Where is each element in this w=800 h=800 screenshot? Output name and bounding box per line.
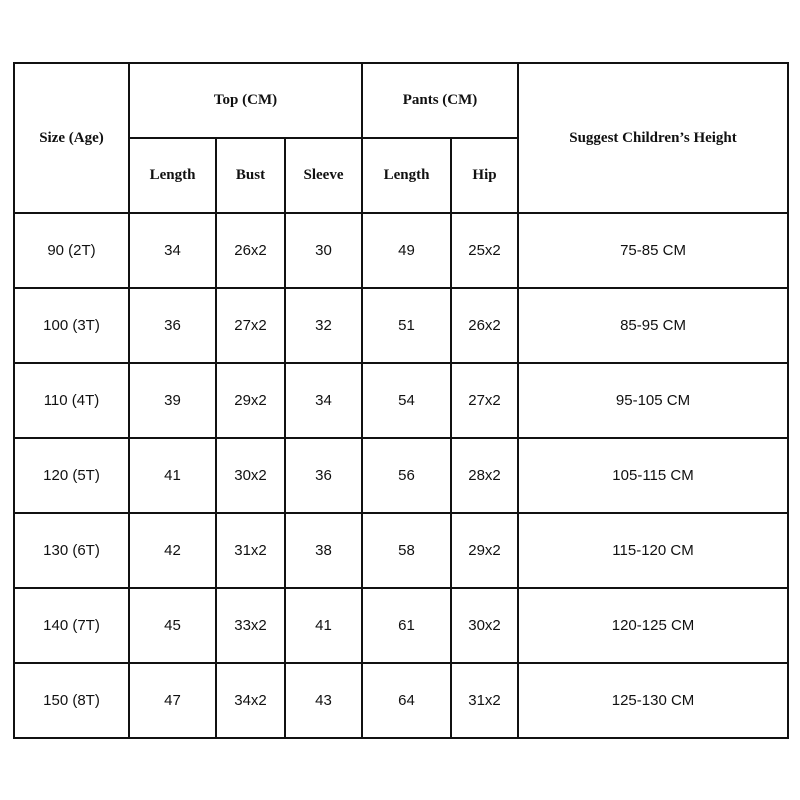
cell-top-length: 42 [129, 513, 216, 588]
header-suggested-height: Suggest Children’s Height [518, 63, 788, 213]
cell-top-bust: 27x2 [216, 288, 285, 363]
cell-top-bust: 31x2 [216, 513, 285, 588]
cell-top-length: 36 [129, 288, 216, 363]
header-size-age: Size (Age) [14, 63, 129, 213]
header-top-sleeve: Sleeve [285, 138, 362, 213]
cell-suggested-height: 105-115 CM [518, 438, 788, 513]
cell-size-age: 110 (4T) [14, 363, 129, 438]
cell-pants-hip: 28x2 [451, 438, 518, 513]
cell-top-sleeve: 32 [285, 288, 362, 363]
cell-pants-hip: 29x2 [451, 513, 518, 588]
cell-suggested-height: 85-95 CM [518, 288, 788, 363]
cell-top-bust: 34x2 [216, 663, 285, 738]
table-row [14, 288, 788, 363]
header-row-groups [14, 63, 788, 138]
cell-pants-length: 51 [362, 288, 451, 363]
cell-pants-hip: 31x2 [451, 663, 518, 738]
cell-size-age: 120 (5T) [14, 438, 129, 513]
cell-pants-hip: 26x2 [451, 288, 518, 363]
cell-top-sleeve: 36 [285, 438, 362, 513]
cell-top-length: 41 [129, 438, 216, 513]
table-row [14, 213, 788, 288]
header-pants-hip: Hip [451, 138, 518, 213]
cell-pants-hip: 25x2 [451, 213, 518, 288]
cell-pants-hip: 30x2 [451, 588, 518, 663]
header-top-bust: Bust [216, 138, 285, 213]
cell-suggested-height: 125-130 CM [518, 663, 788, 738]
cell-size-age: 100 (3T) [14, 288, 129, 363]
cell-pants-length: 64 [362, 663, 451, 738]
cell-top-sleeve: 30 [285, 213, 362, 288]
header-top-group: Top (CM) [129, 63, 362, 138]
table-row [14, 663, 788, 738]
cell-top-sleeve: 38 [285, 513, 362, 588]
cell-top-sleeve: 34 [285, 363, 362, 438]
cell-top-sleeve: 43 [285, 663, 362, 738]
cell-suggested-height: 115-120 CM [518, 513, 788, 588]
header-top-length: Length [129, 138, 216, 213]
size-chart-table [13, 62, 789, 739]
cell-size-age: 140 (7T) [14, 588, 129, 663]
cell-top-length: 47 [129, 663, 216, 738]
cell-pants-length: 61 [362, 588, 451, 663]
cell-pants-length: 54 [362, 363, 451, 438]
cell-top-bust: 30x2 [216, 438, 285, 513]
cell-size-age: 130 (6T) [14, 513, 129, 588]
cell-pants-hip: 27x2 [451, 363, 518, 438]
header-pants-length: Length [362, 138, 451, 213]
cell-suggested-height: 75-85 CM [518, 213, 788, 288]
header-pants-group: Pants (CM) [362, 63, 518, 138]
table-row [14, 513, 788, 588]
cell-suggested-height: 95-105 CM [518, 363, 788, 438]
cell-top-length: 39 [129, 363, 216, 438]
cell-top-length: 34 [129, 213, 216, 288]
cell-size-age: 150 (8T) [14, 663, 129, 738]
cell-suggested-height: 120-125 CM [518, 588, 788, 663]
cell-pants-length: 56 [362, 438, 451, 513]
cell-top-sleeve: 41 [285, 588, 362, 663]
cell-top-bust: 29x2 [216, 363, 285, 438]
table-row [14, 363, 788, 438]
cell-pants-length: 58 [362, 513, 451, 588]
cell-pants-length: 49 [362, 213, 451, 288]
table-row [14, 438, 788, 513]
cell-top-length: 45 [129, 588, 216, 663]
cell-top-bust: 33x2 [216, 588, 285, 663]
cell-size-age: 90 (2T) [14, 213, 129, 288]
table-row [14, 588, 788, 663]
cell-top-bust: 26x2 [216, 213, 285, 288]
